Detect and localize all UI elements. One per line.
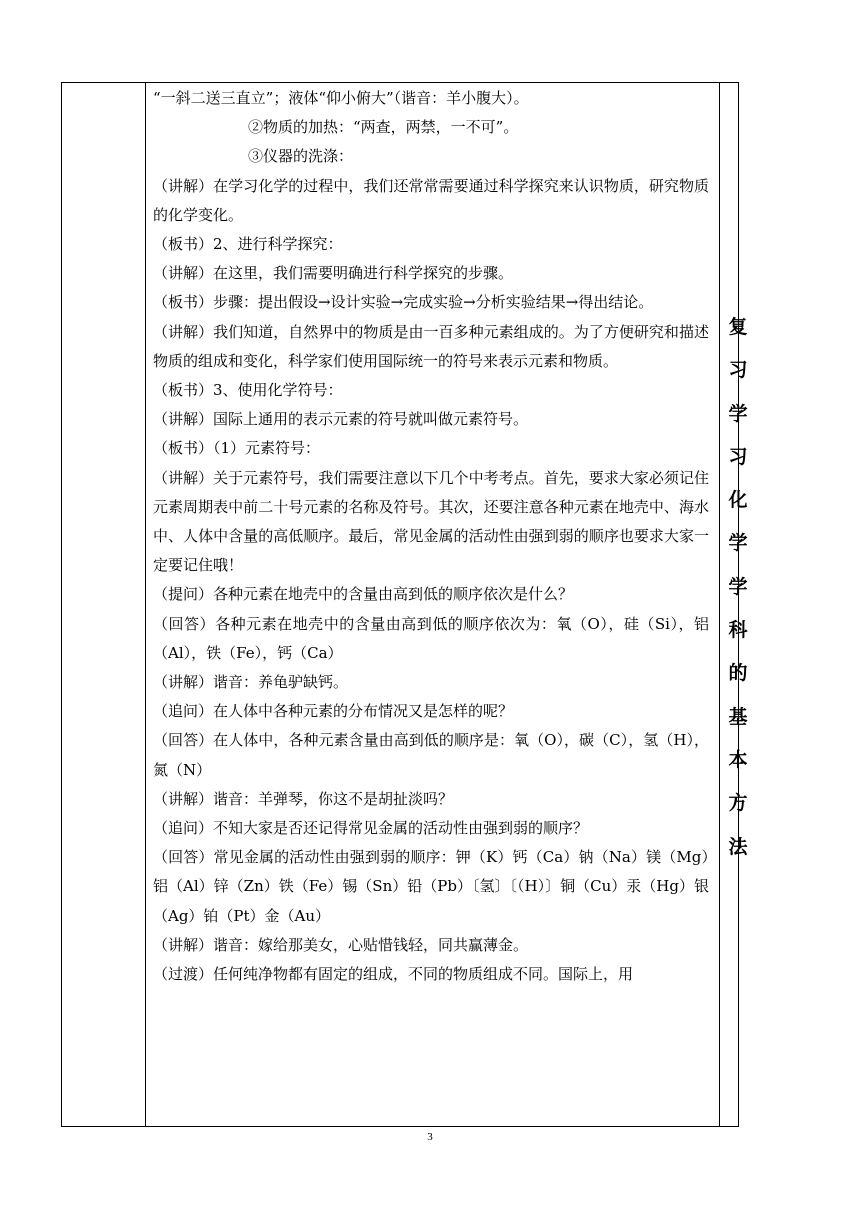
text-line: （讲解）谐音：养龟驴缺钙。 — [153, 673, 349, 692]
text-line: （提问）各种元素在地壳中的含量由高到低的顺序依次是什么？ — [153, 585, 574, 604]
lesson-content — [153, 84, 709, 989]
text-line: （板书）步骤：提出假设→设计实验→完成实验→分析实验结果→得出结论。 — [153, 293, 654, 312]
side-char: 科 — [728, 619, 748, 642]
text-line: （回答）各种元素在地壳中的含量由高到低的顺序依次为：氧（O），硅（Si），铝（Al），铁（Fe），钙（Ca） — [153, 614, 709, 662]
text-line: （讲解）关于元素符号，我们需要注意以下几个中考考点。首先，要求大家必须记住元素周期表中前二十号元素的名称及符号。其次，还要注意各种元素在地壳中、海水中、人体中含量的高低顺序。最后，常见金属的活动性由强到弱的顺序也要求大家一定要记住哦！ — [153, 468, 709, 575]
side-char: 习 — [728, 359, 748, 382]
text-line: （讲解）国际上通用的表示元素的符号就叫做元素符号。 — [153, 410, 529, 429]
page-number: 3 — [427, 1131, 433, 1143]
text-line: （追问）不知大家是否还记得常见金属的活动性由强到弱的顺序？ — [153, 819, 589, 838]
text-line: （讲解）谐音：嫁给那美女，心贴惜钱轻，同共赢薄金。 — [153, 935, 529, 954]
text-line: （过渡）任何纯净物都有固定的组成，不同的物质组成不同。国际上，用 — [153, 965, 634, 984]
side-char: 本 — [728, 748, 748, 771]
text-line: ③仪器的洗涤： — [248, 147, 354, 166]
side-char: 学 — [728, 575, 748, 598]
side-char: 习 — [728, 445, 748, 468]
text-line: （讲解）在学习化学的过程中，我们还常常需要通过科学探究来认识物质，研究物质的化学变化。 — [153, 176, 709, 224]
side-char: 化 — [728, 489, 748, 512]
side-char: 方 — [728, 792, 748, 815]
side-char: 学 — [728, 532, 748, 555]
text-line: “一斜二送三直立”；液体“仰小俯大”（谐音：羊小腹大）。 — [153, 89, 529, 107]
text-line: （板书）2、进行科学探究： — [153, 235, 343, 254]
side-char: 法 — [728, 835, 748, 858]
text-line: （回答）常见金属的活动性由强到弱的顺序：钾（K）钙（Ca）钠（Na）镁（Mg）铝（Al）锌（Zn）铁（Fe）锡（Sn）铅（Pb）〔氢〕〔（H）〕铜（Cu）汞（Hg）银（Ag）铂（Pt）金（Au） — [153, 848, 709, 925]
side-char: 学 — [728, 402, 748, 425]
text-line: （讲解）我们知道，自然界中的物质是由一百多种元素组成的。为了方便研究和描述物质的组成和变化，科学家们使用国际统一的符号来表示元素和物质。 — [153, 322, 709, 370]
text-line: ②物质的加热：“两查，两禁，一不可”。 — [248, 118, 519, 137]
side-char: 复 — [728, 316, 748, 338]
text-line: （板书）（1）元素符号： — [153, 439, 321, 458]
text-line: （追问）在人体中各种元素的分布情况又是怎样的呢？ — [153, 702, 514, 721]
text-line: （讲解）谐音：羊弹琴，你这不是胡扯淡吗？ — [153, 789, 454, 808]
text-line: （回答）在人体中，各种元素含量由高到低的顺序是：氧（O），碳（C），氢（H），氮（N） — [153, 731, 709, 779]
text-line: （讲解）在这里，我们需要明确进行科学探究的步骤。 — [153, 264, 514, 283]
side-char: 的 — [728, 662, 748, 685]
text-line: （板书）3、使用化学符号： — [153, 381, 343, 400]
table-column-divider-left — [145, 83, 146, 1126]
side-char: 基 — [728, 705, 748, 728]
side-column-label — [720, 306, 756, 869]
